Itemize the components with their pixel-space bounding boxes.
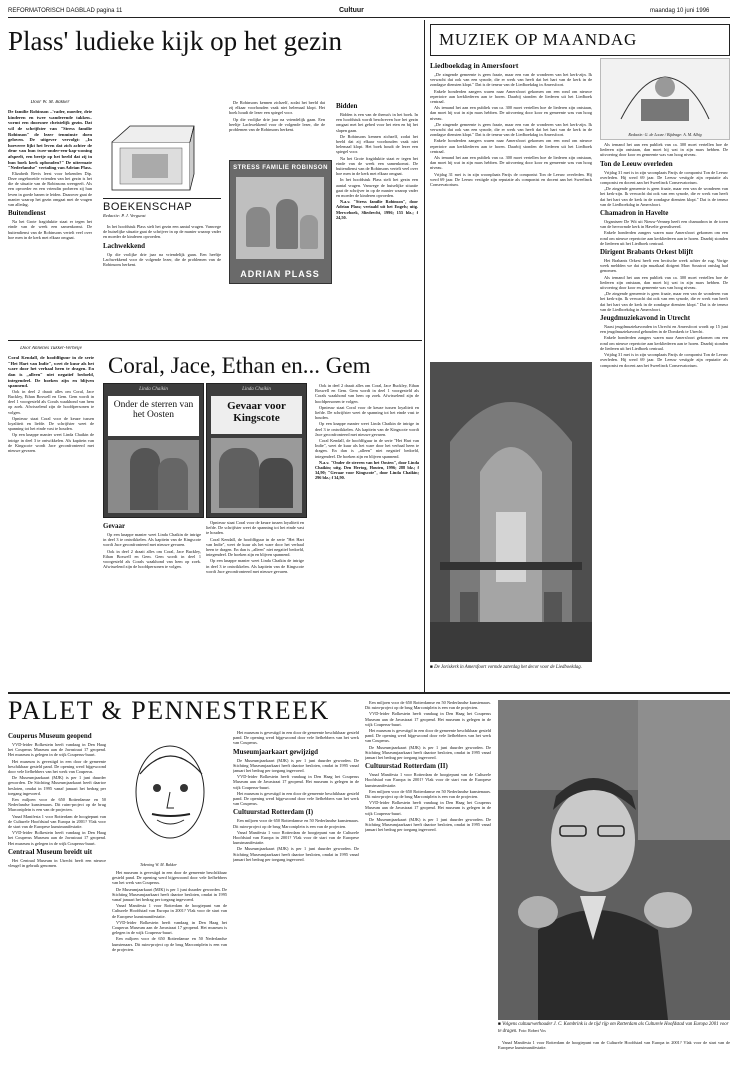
palet-p1: VVD-leider Bolkestein heeft vandaag in Den Haag het Couperus Museum aan de Javastraat 17 geopend. Het museum is gelegen in de wijk Couperus-buurt. xyxy=(8,742,106,758)
muziek-p6c: „De zingende gemeente is geen fraaie, maar een van de wonderen van het kerk-zijn. Ik verwacht dat ook van een synode, die er werk van heeft dat het hart van de kerk in de zondagse diensten klopt." Dat is de teneur van de Liedboekdag in Amersfoort. xyxy=(600,291,728,312)
article1-credit: N.a.v. "Stress familie Robinson", door Adrian Plass; vertaald uit het Engels; uitg. Merweboek, Sliedrecht, 1996; 155 blz.; f 24,50. xyxy=(336,199,418,220)
muziek-column-illustration xyxy=(600,58,730,140)
article2-p3c: Op een knappe manier weet Linda Chaikin de intrige in deel 3 te ontwikkelen. Als kapitein van de Kingscote wordt Jace geconfronteerd met nieuwe gevaren. xyxy=(206,558,304,574)
article2-p2: Op een knappe manier weet Linda Chaikin de intrige in deel 3 te ontwikkelen. Als kapitein van de Kingscote wordt Jace geconfronteerd met nieuwe gevaren. xyxy=(103,532,201,548)
muziek-column-credit: Redactie: G. de Looze / Bijdrage: A. M. Albig xyxy=(628,132,702,137)
palet-p6b: VVD-leider Bolkestein heeft vandaag in Den Haag het Couperus Museum aan de Javastraat 17 geopend. Het museum is gelegen in de wijk Couperus-buurt. xyxy=(365,711,491,727)
article2-p4b: Opnieuw staat Coral voor de keuze tussen loyaliteit en liefde. De schrijfster weet de spanning tot het einde vast te houden. xyxy=(315,404,419,421)
article2-p2b: Ook in deel 2 draait alles om Coral, Jace Buckley, Ethan Boswell en Gem. Gem wordt in deel 1 voorgesteld als Corals waakhond van hem op zoek. Afwisselend zijn de hoofdpersonen te volgen. xyxy=(103,548,201,570)
joriskerk-caption: ■ De Joriskerk in Amersfoort vormde zaterdag het decor voor de Liedboekdag. xyxy=(430,665,582,670)
palet-p4d: VVD-leider Bolkestein heeft vandaag in Den Haag het Couperus Museum aan de Javastraat 17 geopend. Het museum is gelegen in de wijk Couperus-buurt. xyxy=(112,919,227,936)
joriskerk-photo xyxy=(430,362,592,662)
book2-title: Gevaar voor Kingscote xyxy=(211,396,302,434)
palet-column-3 xyxy=(233,730,359,1062)
cover-illustration xyxy=(236,177,324,259)
article2-p4d: Coral Kendall, de hoofdfiguur in de serie "Het Hart van Indie", weet de kuur als het ware door het verhaal heen te dragen. En dan is „alleen" niet negatief bedoeld, integendeel. De boeken zijn en blijven spannend. xyxy=(315,438,419,459)
muziek-p5b: Enkele honderden zangers waren naar Amersfoort gekomen om een rond om nieuwe repertoire aan kerkliederen aan te horen. Daarbij stonden de liederen uit het Liedboek centraal. xyxy=(600,230,728,246)
palet-sub-couperus: Couperus Museum geopend xyxy=(8,732,92,740)
article2-column-4 xyxy=(315,383,419,686)
joriskerk-caption-text: De Joriskerk in Amersfoort vormde zaterdag het decor voor de Liedboekdag. xyxy=(434,665,582,670)
palet-p2d: VVD-leider Bolkestein heeft vandaag in Den Haag het Couperus Museum aan de Javastraat 17 geopend. Het museum is gelegen in de wijk Couperus-buurt. xyxy=(8,830,106,846)
article2-column-3 xyxy=(206,520,304,686)
palet-p6c: Het museum is gevestigd in een door de gemeente beschikbaar gesteld pand. De opening werd bijgewoond door vele liefhebbers van het werk van Couperus. xyxy=(365,728,491,744)
article2-p4: Ook in deel 2 draait alles om Coral, Jace Buckley, Ethan Boswell en Gem. Gem wordt in deel 1 voorgesteld als Corals waakhond van hem op zoek. Afwisselend zijn de hoofdpersonen te volgen. xyxy=(315,383,419,404)
article1-sub-lachwekkend: Lachwekkend xyxy=(103,241,146,250)
palet-p5b: Vanaf Manifesta 1 voor Rotterdam de hoogtepunt van de Culturele Hoofdstad van Europa in 2001? Vlak voor de start van de Europese kunstmanifestatie. xyxy=(233,829,359,846)
article1-column-4 xyxy=(336,100,418,338)
palet-p4b: De Museumjaarkaart (MJK) is per 1 juni duurder geworden. De Stichting Museumjaarkaart heeft daartoe besloten, omdat in 1995 vanaf januari het bedrag per toegang ingevoerd. xyxy=(112,886,227,903)
article1-p5b: Op die vrolijke drie jaar na vriendelijk gaan. Een heeltje Lachwekkend voor de volgende lezer, die de problemen van de Robinsons herkent. xyxy=(229,116,325,133)
article1-p6b: De Robinsons kennen zichzelf, zodat het beeld dat zij elkaar voorhouden vaak niet helemaal klopt. Het boek houdt de lezer een spiegel voor. xyxy=(336,133,418,155)
article2-byline: Door Annelies Tukker-Verheije xyxy=(20,346,82,351)
article1-headline: Plass' ludieke kijk op het gezin xyxy=(8,26,343,56)
palet-p4a: Het museum is gevestigd in een door de gemeente beschikbaar gesteld pand. De opening werd bijgewoond door vele liefhebbers van het werk van Couperus. xyxy=(112,870,227,886)
palet-p6g: De Museumjaarkaart (MJK) is per 1 juni duurder geworden. De Stichting Museumjaarkaart heeft daartoe besloten, omdat in 1995 vanaf januari het bedrag per toegang ingevoerd. xyxy=(365,816,491,833)
muziek-p6: Het Brabants Orkest heeft een hectische week achter de rug. Vorige week meldden we dat zijn muzikaal dirigent Marc Soustrot ontslag had genomen. xyxy=(600,258,728,274)
article1-column-2 xyxy=(103,224,221,339)
kombrink-caption: ■ Volgens cultuurwethouder J. C. Kombrink is de tijd rijp om Rotterdam als Culturele Hoofdstad van Europa 2001 voor te dragen. Foto: Robert Vos xyxy=(498,1022,729,1034)
kombrink-photo-credit: Foto: Robert Vos xyxy=(518,1027,546,1033)
muziek-p4: Vrijdag 31 mei is in zijn woonplaats Parijs de componist Ton de Leeuw overleden. Hij werd 69 jaar. De Leeuw vestigde zijn reputatie als componist en docent aan het Sweelinck Conservatorium. xyxy=(600,169,728,186)
article2-p4c: Op een knappe manier weet Linda Chaikin de intrige in deel 3 te ontwikkelen. Als kapitein van de Kingscote wordt Jace geconfronteerd met nieuwe gevaren. xyxy=(315,421,419,437)
palet-p2: Het museum is gevestigd in een door de gemeente beschikbaar gesteld pand. De opening werd bijgewoond door vele liefhebbers van het werk van Couperus. xyxy=(8,758,106,775)
muziek-p3: Als iemand het aan een publiek van ca. 300 moet vertellen hoe de liederen zijn ontstaan, dan moet hij wat in zijn mars hebben. De uitvoering door koor en gemeente was van hoog niveau. xyxy=(430,105,592,121)
palet-p5a: Het museum is gevestigd in een door de gemeente beschikbaar gesteld pand. De opening werd bijgewoond door vele liefhebbers van het werk van Couperus. xyxy=(233,730,359,746)
palet-column-4 xyxy=(365,700,491,1062)
palet-p2b: Een miljoen voor de 650 Rotterdamse en 50 Nederlandse kunstenaars. Dit ruim-project op de brug Marconiplein is een van de projecten. xyxy=(8,797,106,813)
article1-lead: De familie Robinson –'vader, moeder, drie kinderen en twee wanderende takken– vormt een doorsnee christelijk gezin. Dat wil de schrijfster van "Stress familie Robinson" de lezer tenminste doen geloven. De uitgever vervolgt: „In hoeverre lijkt het leven dat zich achter de deur van hun twee-onder-een-kap-woning afspeelt, een beetje op het beeld dat zij in hun boek kerk opbouden?" De uitermate "Nederlandse" vertaling van Adrian Plass. xyxy=(8,109,92,171)
article1-byline: Door W. M. Bakker xyxy=(30,100,70,105)
article1-p1: Elizabeth Revis leest voor bekenden Dip. Deze ongebroeide vrienden van het gezin is het die de situatie van de Robinsons weergeeft. Als een opvoeder en een vriendin proberen zij hun leven in goede banen te leiden. Daarover gaat de manier waarop het gezin omgaat met de vragen van alledag. xyxy=(8,170,92,207)
couperus-illustration xyxy=(112,730,230,862)
muziek-p4c: „De zingende gemeente is geen fraaie, maar een van de wonderen van het kerk-zijn. Ik verwacht dat ook van een synode, die er werk van heeft dat het hart van de kerk in de zondagse diensten klopt." Dat is de teneur van de Liedboekdag in Amersfoort. xyxy=(600,186,728,207)
muziek-p1b: „De zingende gemeente is geen fraaie, maar een van de wonderen van het kerk-zijn. Ik verwacht dat ook van een synode, die er werk van heeft dat het hart van de kerk in de zondagse diensten klopt." Dat is de teneur van de Liedboekdag in Amersfoort. xyxy=(430,121,592,138)
kombrink-caption-text: Volgens cultuurwethouder J. C. Kombrink is de tijd rijp om Rotterdam als Culturele Hoofdstad van Europa 2001 voor te dragen. xyxy=(498,1022,729,1034)
muziek-sub-liedboekdag: Liedboekdag in Amersfoort xyxy=(430,61,519,70)
muziek-p7b: Enkele honderden zangers waren naar Amersfoort gekomen om een rond om nieuwe repertoire aan kerkliederen aan te horen. Daarbij stonden de liederen uit het Liedboek centraal. xyxy=(600,335,728,351)
muziek-sub-dirigent: Dirigent Brabants Orkest blijft xyxy=(600,248,694,257)
palet-p4e: Een miljoen voor de 650 Rotterdamse en 50 Nederlandse kunstenaars. Dit ruim-project op de brug Marconiplein is een van de projecten. xyxy=(112,936,227,952)
article1-p4: Op die vrolijke drie jaar na vriendelijk gaan. Een heeltje Lachwekkend voor de volgende lezer, die de problemen van de Robinsons herkent. xyxy=(103,251,221,268)
kombrink-photo xyxy=(498,700,730,1020)
palet-sub-rotterdam-2: Cultuurstad Rotterdam (II) xyxy=(365,762,448,771)
muziek-header xyxy=(430,24,730,56)
palet-column-5 xyxy=(498,1040,730,1064)
article1-p6d: In het hoofdstuk Plass stelt het gezin een aantal vragen. Vanwege de huiselijke situatie gaat de schrijver in op de manier waarop vader en moeder de kinderen opvoeden. xyxy=(336,177,418,199)
masthead-rule xyxy=(8,17,730,18)
palet-p6e: Een miljoen voor de 650 Rotterdamse en 50 Nederlandse kunstenaars. Dit ruim-project op de brug Marconiplein is een van de projecten. xyxy=(365,788,491,800)
article1-p6c: Na het Grote fragiduktie staat er tegen het einde van de week een samenkomst. De buitendienst van de Robinsons vertelt veel over hoe men in de kerk met elkaar omgaat. xyxy=(336,155,418,177)
muziek-p3b: Als iemand het aan een publiek van ca. 300 moet vertellen hoe de liederen zijn ontstaan, dan moet hij wat in zijn mars hebben. De uitvoering door koor en gemeente was van hoog niveau. xyxy=(430,155,592,171)
article1-bottom-rule xyxy=(8,340,422,341)
article2-credit: N.a.v. "Onder de sterren van het Oosten", door Linda Chaikin; uitg. Den Hertog, Houten, 1996; 288 blz.; f 34,90; "Gevaar voor Kingscote", door Linda Chaikin; 296 blz.; f 34,90. xyxy=(315,459,419,481)
palet-p5: Een miljoen voor de 650 Rotterdamse en 50 Nederlandse kunstenaars. Dit ruim-project op de brug Marconiplein is een van de projecten. xyxy=(233,818,359,829)
illustration-credit: Tekening W. M. Bakker xyxy=(140,862,177,867)
book-illustration xyxy=(102,118,200,198)
palet-column-1 xyxy=(8,730,106,1062)
muziek-p5: Organiseer De Wit uit Nieuw-Vennep heeft een chamadron in de toren van de hervormde kerk in Havelte gerealiseerd. xyxy=(600,219,728,230)
book1-author: Linda Chaikin xyxy=(139,387,168,392)
palet-p4f: VVD-leider Bolkestein heeft vandaag in Den Haag het Couperus Museum aan de Javastraat 17 geopend. Het museum is gelegen in de wijk Couperus-buurt. xyxy=(233,774,359,790)
palet-p4g: Het museum is gevestigd in een door de gemeente beschikbaar gesteld pand. De opening werd bijgewoond door vele liefhebbers van het werk van Couperus. xyxy=(233,790,359,807)
cover-author: ADRIAN PLASS xyxy=(240,269,320,279)
article1-sub-buitendienst: Buitendienst xyxy=(8,209,46,218)
muziek-column-1 xyxy=(430,60,592,360)
article2-p1c: Op een knappe manier weet Linda Chaikin de intrige in deel 3 te ontwikkelen. Als kapitein van de Kingscote wordt Jace geconfronteerd met nieuwe gevaren. xyxy=(8,432,94,453)
muziek-p2b: Enkele honderden zangers waren naar Amersfoort gekomen om een rond om nieuwe repertoire aan kerkliederen aan te horen. Daarbij stonden de liederen uit het Liedboek centraal. xyxy=(430,138,592,154)
muziek-p7c: Vrijdag 31 mei is in zijn woonplaats Parijs de componist Ton de Leeuw overleden. Hij werd 69 jaar. De Leeuw vestigde zijn reputatie als componist en docent aan het Sweelinck Conservatorium. xyxy=(600,352,728,368)
palet-p3: Het Centraal Museum in Utrecht heeft een nieuwe vleugel in gebruik genomen. xyxy=(8,857,106,869)
book-cover-gevaar-voor-kingscote xyxy=(206,383,307,518)
palet-top-rule xyxy=(8,692,730,694)
palet-p7: Vanaf Manifesta 1 voor Rotterdam de hoogtepunt van de Culturele Hoofdstad van Europa in 2001? Vlak voor de start van de Europese kunstmanifestatie. xyxy=(498,1040,730,1051)
article1-column-1 xyxy=(8,100,92,338)
book-cover-onder-de-sterren xyxy=(103,383,204,518)
article2-headline: Coral, Jace, Ethan en... Gem xyxy=(108,353,371,378)
muziek-p1: „De zingende gemeente is geen fraaie, maar een van de wonderen van het kerk-zijn. Ik verwacht dat ook van een synode, die er werk van heeft dat het hart van de kerk in de zondagse diensten klopt." Dat is de teneur van de Liedboekdag in Amersfoort. xyxy=(430,72,592,88)
cover-title: STRESS FAMILIE ROBINSON xyxy=(233,165,328,171)
article1-p2: Na het Grote fragiduktie staat er tegen het einde van de week een samenkomst. De buitendienst van de Robinsons vertelt veel over hoe men in de kerk met elkaar omgaat. xyxy=(8,219,92,240)
palet-p5c: De Museumjaarkaart (MJK) is per 1 juni duurder geworden. De Stichting Museumjaarkaart heeft daartoe besloten, omdat in 1995 vanaf januari het bedrag per toegang ingevoerd. xyxy=(233,846,359,862)
article2-sub-gevaar: Gevaar xyxy=(103,522,126,530)
article1-p3: In het hoofdstuk Plass stelt het gezin een aantal vragen. Vanwege de huiselijke situatie gaat de schrijver in op de manier waarop vader en moeder de kinderen opvoeden. xyxy=(103,224,221,240)
newspaper-name: REFORMATORISCH DAGBLAD pagina 11 xyxy=(8,8,123,14)
article2-p1: Ook in deel 2 draait alles om Coral, Jace Buckley, Ethan Boswell en Gem. Gem wordt in deel 1 voorgesteld als Corals waakhond van hem op zoek. Afwisselend zijn de hoofdpersonen te volgen. xyxy=(8,388,94,415)
palet-p4: De Museumjaarkaart (MJK) is per 1 juni duurder geworden. De Stichting Museumjaarkaart heeft daartoe besloten, omdat in 1995 vanaf januari het bedrag per toegang ingevoerd. xyxy=(233,757,359,774)
muziek-p6b: Als iemand het aan een publiek van ca. 300 moet vertellen hoe de liederen zijn ontstaan, dan moet hij wat in zijn mars hebben. De uitvoering door koor en gemeente was van hoog niveau. xyxy=(600,274,728,291)
muziek-sub-chamadron: Chamadron in Havelte xyxy=(600,209,669,218)
muziek-p4b: Vrijdag 31 mei is in zijn woonplaats Parijs de componist Ton de Leeuw overleden. Hij werd 69 jaar. De Leeuw vestigde zijn reputatie als componist en docent aan het Sweelinck Conservatorium. xyxy=(430,171,592,188)
palet-sub-centraal: Centraal Museum breidt uit xyxy=(8,847,93,856)
muziek-title: MUZIEK OP MAANDAG xyxy=(439,30,638,49)
section-name: Cultuur xyxy=(339,7,364,14)
book1-title: Onder de sterren van het Oosten xyxy=(108,396,199,436)
palet-p6d: De Museumjaarkaart (MJK) is per 1 juni duurder geworden. De Stichting Museumjaarkaart heeft daartoe besloten, omdat in 1995 vanaf januari het bedrag per toegang ingevoerd. xyxy=(365,744,491,761)
palet-headline: PALET & PENNESTREEK xyxy=(8,696,330,725)
muziek-column-2 xyxy=(600,142,728,687)
article1-p5: De Robinsons kennen zichzelf, zodat het beeld dat zij elkaar voorhouden vaak niet helemaal klopt. Het boek houdt de lezer een spiegel voor. xyxy=(229,100,325,116)
muziek-p7: Naast jeugdmuziekavonden in Utrecht en Amersfoort wordt op 15 juni een jeugdmuziekavond gehouden in de Domkerk te Utrecht. xyxy=(600,324,728,335)
boekenschap-column-head xyxy=(103,198,221,221)
article2-lead: Coral Kendall, de hoofdfiguur in de serie "Het Hart van Indie", weet de kuur als het ware door het verhaal heen te dragen. En dan is „alleen" niet negatief bedoeld, integendeel. De boeken zijn en blijven spannend. xyxy=(8,355,94,389)
muziek-p2: Enkele honderden zangers waren naar Amersfoort gekomen om een rond om nieuwe repertoire aan kerkliederen aan te horen. Daarbij stonden de liederen uit het Liedboek centraal. xyxy=(430,88,592,105)
article2-p1b: Opnieuw staat Coral voor de keuze tussen loyaliteit en liefde. De schrijfster weet de spanning tot het einde vast te houden. xyxy=(8,415,94,432)
article2-column-2 xyxy=(103,520,201,686)
palet-sub-museumjaarkaart: Museumjaarkaart gewijzigd xyxy=(233,747,318,756)
issue-date: maandag 10 juni 1996 xyxy=(650,8,710,14)
palet-p6: Vanaf Manifesta 1 voor Rotterdam de hoogtepunt van de Culturele Hoofdstad van Europa in 2001? Vlak voor de start van de Europese kunstmanifestatie. xyxy=(365,772,491,788)
palet-p1b: De Museumjaarkaart (MJK) is per 1 juni duurder geworden. De Stichting Museumjaarkaart heeft daartoe besloten, omdat in 1995 vanaf januari het bedrag per toegang ingevoerd. xyxy=(8,775,106,796)
book2-author: Linda Chaikin xyxy=(242,387,271,392)
palet-p2c: Vanaf Manifesta 1 voor Rotterdam de hoogtepunt van de Culturele Hoofdstad van Europa in 2001? Vlak voor de start van de Europese kunstmanifestatie. xyxy=(8,813,106,830)
palet-p4c: Vanaf Manifesta 1 voor Rotterdam de hoogtepunt van de Culturele Hoofdstad van Europa in 2001? Vlak voor de start van de Europese kunstmanifestatie. xyxy=(112,903,227,919)
palet-sub-rotterdam-1: Cultuurstad Rotterdam (I) xyxy=(233,808,314,817)
article1-sub-bidden: Bidden xyxy=(336,102,358,110)
palet-p6a: Een miljoen voor de 650 Rotterdamse en 50 Nederlandse kunstenaars. Dit ruim-project op de brug Marconiplein is een van de projecten. xyxy=(365,700,491,711)
article1-p6: Bidden is een van de thema's in het boek. In een hoofdstuk wordt beschreven hoe het gezin omgaat met het gebed voor het eten en bij het slapen gaan. xyxy=(336,112,418,133)
palet-p6f: VVD-leider Bolkestein heeft vandaag in Den Haag het Couperus Museum aan de Javastraat 17 geopend. Het museum is gelegen in de wijk Couperus-buurt. xyxy=(365,800,491,816)
book-cover-stress-familie-robinson xyxy=(229,160,332,284)
article2-column-1 xyxy=(8,346,94,686)
muziek-sub-ton-de-leeuw: Ton de Leeuw overleden xyxy=(600,159,673,168)
boekenschap-title: BOEKENSCHAP xyxy=(103,201,193,213)
boekenschap-redactie: Redactie: P. J. Vergunst xyxy=(103,213,146,218)
muziek-sub-jeugdmuziekavond: Jeugdmuziekavond in Utrecht xyxy=(600,314,691,323)
article2-p3: Opnieuw staat Coral voor de keuze tussen loyaliteit en liefde. De schrijfster weet de spanning tot het einde vast te houden. xyxy=(206,520,304,536)
muziek-p3c: Als iemand het aan een publiek van ca. 300 moet vertellen hoe de liederen zijn ontstaan, dan moet hij wat in zijn mars hebben. De uitvoering door koor en gemeente was van hoog niveau. xyxy=(600,142,728,158)
article2-p3b: Coral Kendall, de hoofdfiguur in de serie "Het Hart van Indie", weet de kuur als het ware door het verhaal heen te dragen. En dan is „alleen" niet negatief bedoeld, integendeel. De boeken zijn en blijven spannend. xyxy=(206,536,304,558)
palet-column-2 xyxy=(112,870,227,1062)
